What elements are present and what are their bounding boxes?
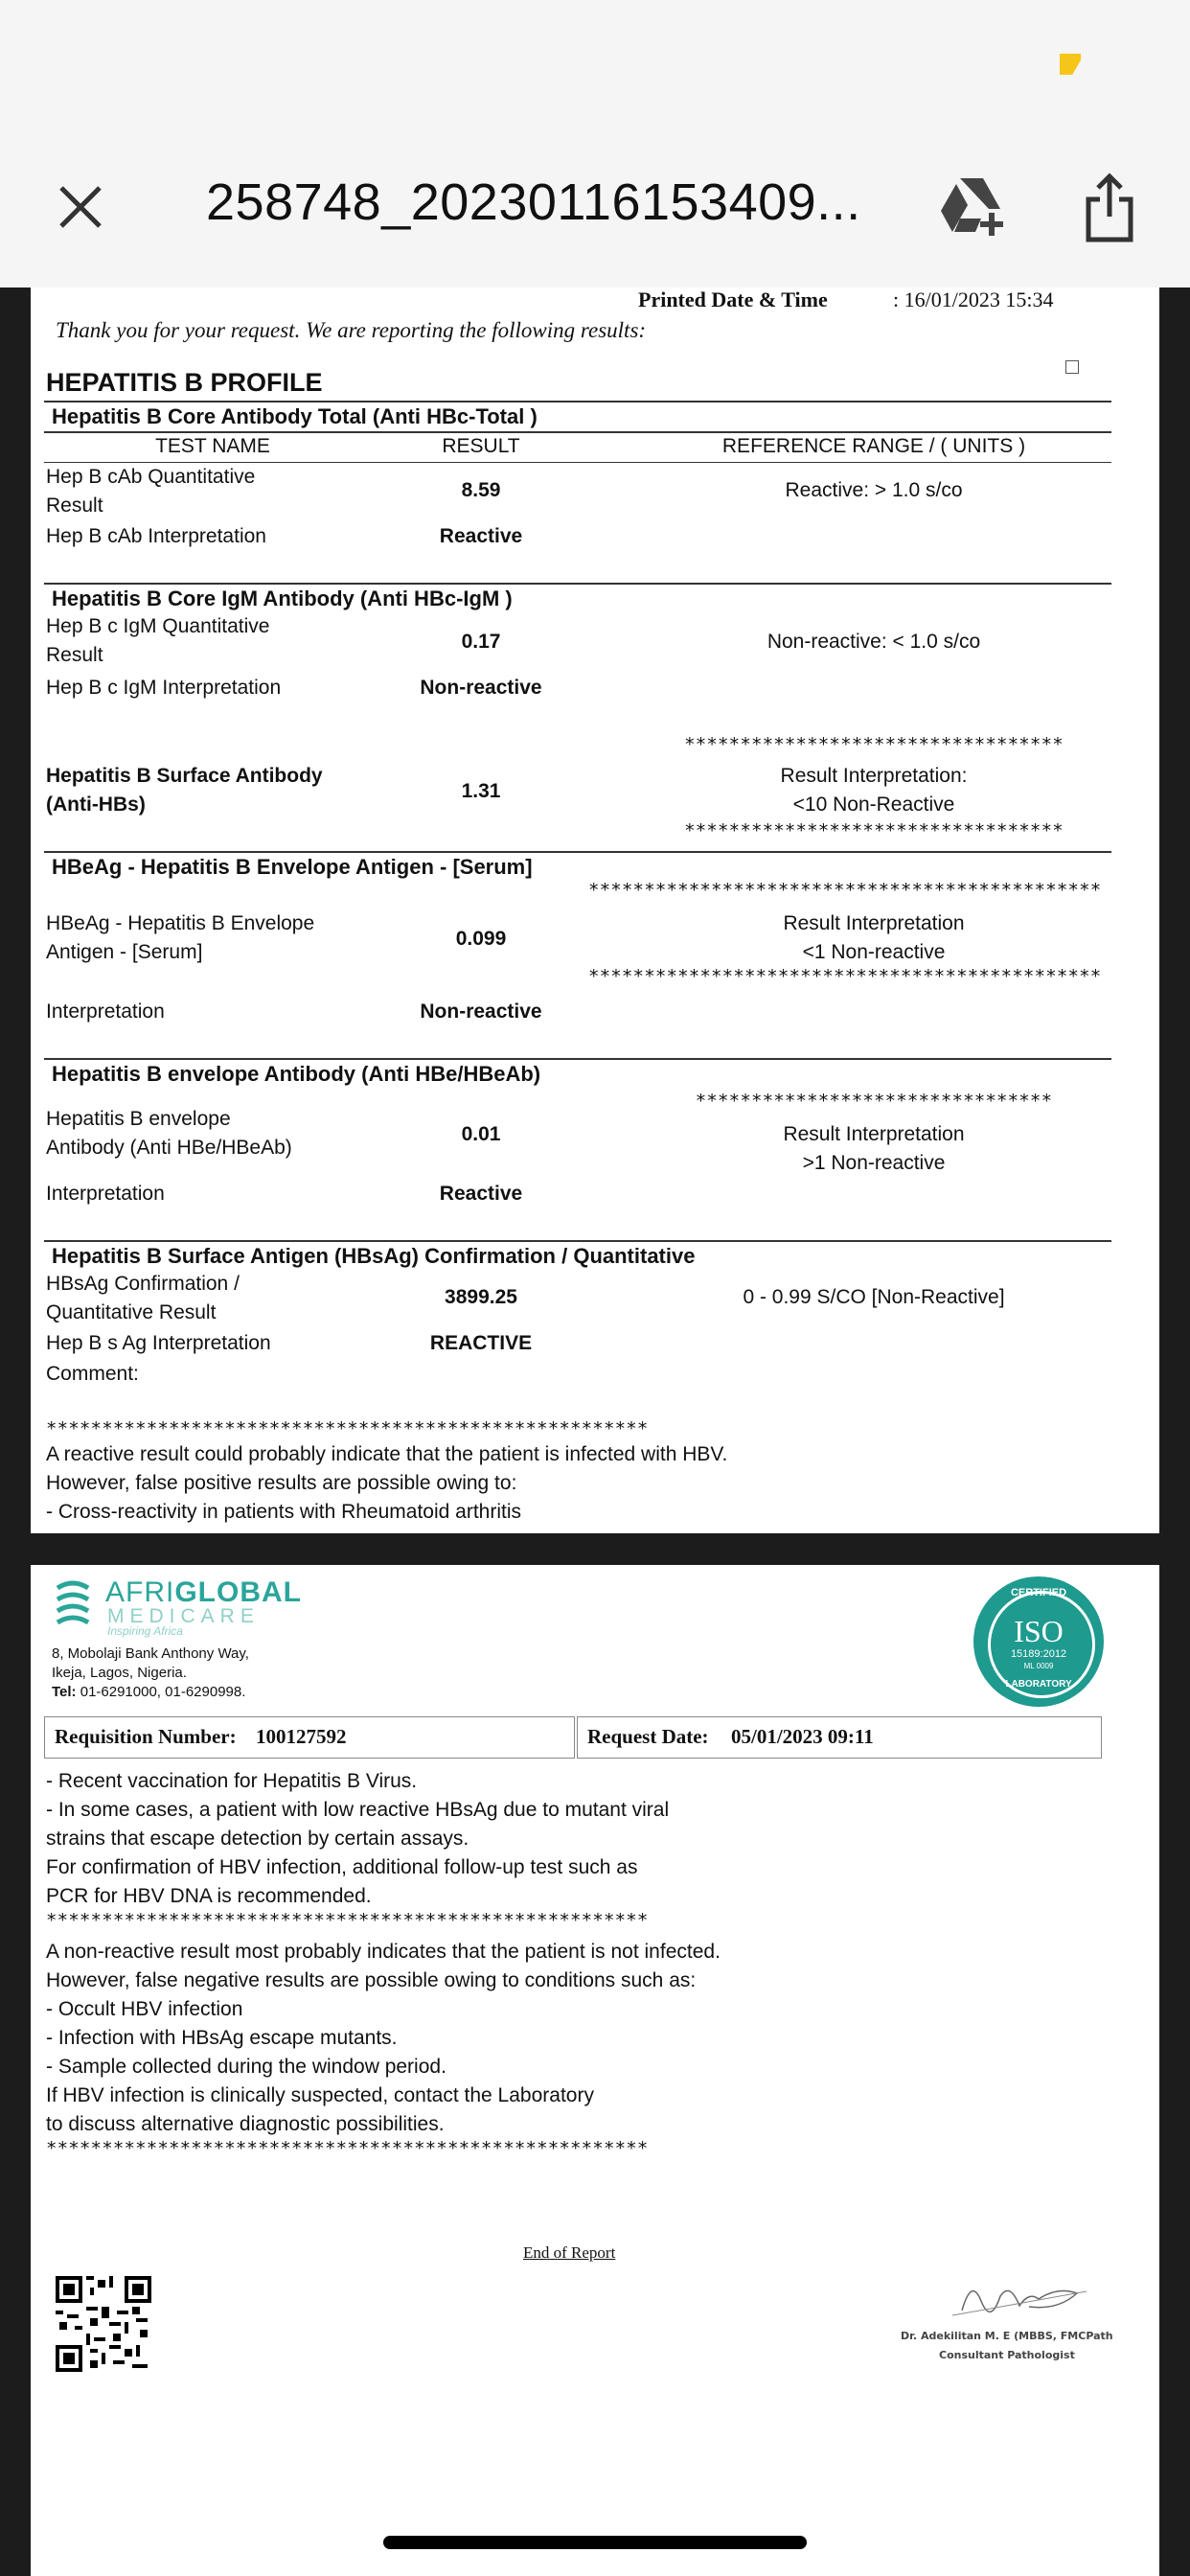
logo-wordmark: AFRIGLOBAL xyxy=(105,1576,302,1608)
test-label: Antibody (Anti HBe/HBeAb) xyxy=(46,1137,292,1159)
test-label: Hep B cAb Interpretation xyxy=(46,525,266,547)
iso-bottom-text: LABORATORY xyxy=(1005,1679,1072,1690)
close-icon[interactable] xyxy=(54,180,107,234)
test-label: Result xyxy=(46,494,103,517)
iso-main-text: ISO xyxy=(1014,1614,1064,1648)
comment-line: However, false negative results are possible owing to conditions such as: xyxy=(46,1969,697,1991)
test-label: Interpretation xyxy=(46,1000,165,1023)
comment-line: If HBV infection is clinically suspected, contact the Laboratory xyxy=(46,2084,594,2106)
signature xyxy=(943,2272,1096,2330)
divider xyxy=(44,401,1111,402)
request-date-value: 05/01/2023 09:11 xyxy=(731,1725,874,1748)
stars-divider: ****************************************************** xyxy=(46,2138,649,2159)
printed-date-label: Printed Date & Time xyxy=(638,288,828,311)
comment-label: Comment: xyxy=(46,1363,139,1385)
reference-range: <1 Non-reactive xyxy=(802,941,946,963)
result-value: 1.31 xyxy=(461,780,501,802)
test-label: Hepatitis B Surface Antibody xyxy=(46,765,323,787)
requisition-label: Requisition Number: xyxy=(55,1725,237,1748)
qr-code-icon xyxy=(56,2276,151,2372)
divider xyxy=(44,1240,1111,1242)
app-toolbar xyxy=(0,0,1190,288)
reference-range: Result Interpretation: xyxy=(780,765,968,787)
iso-certification-badge xyxy=(973,1576,1104,1707)
section-heading: Hepatitis B Surface Antigen (HBsAg) Confirmation / Quantitative xyxy=(52,1244,696,1268)
comment-line: - Recent vaccination for Hepatitis B Virus. xyxy=(46,1770,418,1792)
result-value: 0.17 xyxy=(461,631,501,653)
test-label: HBsAg Confirmation / xyxy=(46,1273,240,1295)
requisition-box xyxy=(44,1716,575,1759)
section-heading: HBeAg - Hepatitis B Envelope Antigen - [Serum] xyxy=(52,855,533,879)
reference-range: >1 Non-reactive xyxy=(802,1152,946,1174)
test-label: Hep B cAb Quantitative xyxy=(46,466,256,488)
result-value: 0.099 xyxy=(455,928,507,950)
share-icon[interactable] xyxy=(1083,171,1136,243)
comment-line: strains that escape detection by certain assays. xyxy=(46,1828,469,1850)
document-title: 258748_20230116153409... xyxy=(206,173,861,231)
result-value: Non-reactive xyxy=(420,1000,542,1023)
reference-range: Result Interpretation xyxy=(783,912,965,934)
divider xyxy=(44,431,1111,433)
thank-you-text: Thank you for your request. We are reporting the following results: xyxy=(56,318,647,342)
logo-subtitle: MEDICARE xyxy=(107,1605,260,1627)
column-header-result: RESULT xyxy=(442,435,520,457)
result-value: Non-reactive xyxy=(420,677,542,699)
test-label: Interpretation xyxy=(46,1183,165,1205)
stars-divider: ******************************** xyxy=(695,1091,1053,1112)
comment-line: For confirmation of HBV infection, additional follow-up test such as xyxy=(46,1856,638,1878)
comment-line: However, false positive results are possible owing to: xyxy=(46,1472,517,1494)
stars-divider: ********************************** xyxy=(684,820,1064,841)
iso-sub-text: ML 0009 xyxy=(1023,1662,1054,1670)
afriglobal-logo-icon xyxy=(52,1576,94,1630)
reference-range: <10 Non-Reactive xyxy=(792,794,955,816)
test-label: Antigen - [Serum] xyxy=(46,941,203,963)
test-label: Quantitative Result xyxy=(46,1301,217,1323)
result-value: Reactive xyxy=(439,1183,523,1205)
section-heading: Hepatitis B envelope Antibody (Anti HBe/HBeAb) xyxy=(52,1062,541,1086)
end-of-report: End of Report xyxy=(523,2243,616,2262)
reference-range: Non-reactive: < 1.0 s/co xyxy=(767,631,981,653)
request-date-label: Request Date: xyxy=(587,1725,709,1748)
result-value: Reactive xyxy=(439,525,523,547)
stars-divider: ********************************** xyxy=(684,734,1064,755)
divider xyxy=(44,462,1111,463)
result-value: 3899.25 xyxy=(445,1286,517,1308)
collapse-icon[interactable] xyxy=(1065,360,1079,374)
home-indicator[interactable] xyxy=(383,2536,807,2549)
comment-line: A reactive result could probably indicate that the patient is infected with HBV. xyxy=(46,1443,728,1465)
doctor-name: Dr. Adekilitan M. E (MBBS, FMCPath xyxy=(901,2330,1113,2342)
test-label: Hepatitis B envelope xyxy=(46,1108,231,1130)
request-date-box xyxy=(577,1716,1102,1759)
reference-range: Result Interpretation xyxy=(783,1123,965,1145)
test-label: Hep B s Ag Interpretation xyxy=(46,1332,271,1354)
stars-divider: ****************************************************** xyxy=(46,1910,649,1931)
test-label: (Anti-HBs) xyxy=(46,794,146,816)
column-header-reference: REFERENCE RANGE / ( UNITS ) xyxy=(721,435,1026,457)
comment-line: - Infection with HBsAg escape mutants. xyxy=(46,2027,398,2049)
status-indicator-icon xyxy=(1060,54,1081,75)
test-label: Result xyxy=(46,644,103,666)
reference-range: 0 - 0.99 S/CO [Non-Reactive] xyxy=(743,1286,1005,1308)
logo-tagline: Inspiring Africa xyxy=(107,1624,183,1638)
comment-line: PCR for HBV DNA is recommended. xyxy=(46,1885,372,1907)
comment-line: - In some cases, a patient with low reactive HBsAg due to mutant viral xyxy=(46,1799,670,1821)
test-label: HBeAg - Hepatitis B Envelope xyxy=(46,912,315,934)
requisition-value: 100127592 xyxy=(256,1725,347,1748)
divider xyxy=(44,583,1111,585)
comment-line: to discuss alternative diagnostic possibilities. xyxy=(46,2113,445,2135)
test-label: Hep B c IgM Quantitative xyxy=(46,615,270,637)
stars-divider: ********************************************** xyxy=(588,880,1102,901)
section-heading: Hepatitis B Core Antibody Total (Anti HBc-Total ) xyxy=(52,404,538,428)
doctor-title: Consultant Pathologist xyxy=(939,2349,1075,2361)
divider xyxy=(44,1058,1111,1060)
iso-number-text: 15189:2012 xyxy=(1010,1648,1067,1660)
comment-line: - Sample collected during the window period. xyxy=(46,2056,446,2078)
comment-line: - Occult HBV infection xyxy=(46,1998,243,2020)
comment-line: - Cross-reactivity in patients with Rheumatoid arthritis xyxy=(46,1501,522,1523)
result-value: REACTIVE xyxy=(429,1332,533,1354)
comment-line: A non-reactive result most probably indicates that the patient is not infected. xyxy=(46,1941,721,1963)
result-value: 8.59 xyxy=(461,479,501,501)
phone-line: Tel: 01-6291000, 01-6290998. xyxy=(52,1684,246,1700)
divider xyxy=(44,851,1111,853)
report-page-2 xyxy=(31,1565,1159,2576)
stars-divider: ********************************************** xyxy=(588,966,1102,987)
section-heading: Hepatitis B Core IgM Antibody (Anti HBc-IgM ) xyxy=(52,586,513,610)
result-value: 0.01 xyxy=(461,1123,501,1145)
stars-divider: ****************************************************** xyxy=(46,1418,649,1439)
address-line: 8, Mobolaji Bank Anthony Way, xyxy=(52,1645,249,1662)
profile-title: HEPATITIS B PROFILE xyxy=(46,368,323,397)
add-to-drive-icon[interactable] xyxy=(939,172,1008,242)
printed-date-value: : 16/01/2023 15:34 xyxy=(893,288,1054,311)
column-header-test-name: TEST NAME xyxy=(155,435,270,457)
iso-top-text: CERTIFIED xyxy=(1010,1587,1067,1598)
address-line: Ikeja, Lagos, Nigeria. xyxy=(52,1665,187,1681)
reference-range: Reactive: > 1.0 s/co xyxy=(785,479,963,501)
report-page-1 xyxy=(31,288,1159,1533)
test-label: Hep B c IgM Interpretation xyxy=(46,677,282,699)
